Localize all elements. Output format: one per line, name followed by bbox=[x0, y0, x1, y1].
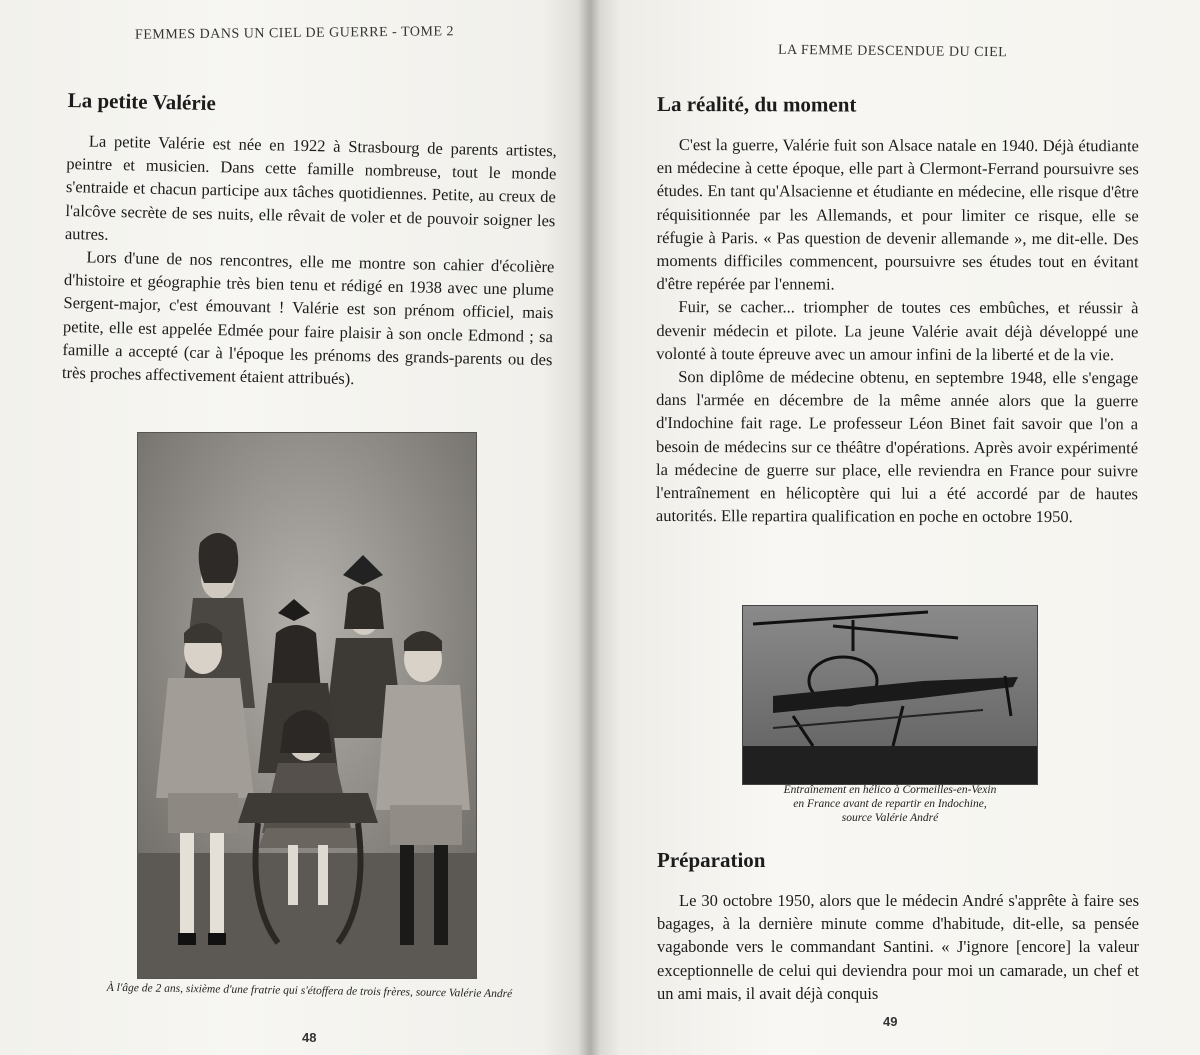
left-page bbox=[0, 0, 590, 1055]
section-heading-realite: La réalité, du moment bbox=[656, 92, 857, 117]
helicopter-photo-illustration bbox=[743, 606, 1037, 784]
section-preparation bbox=[657, 848, 1139, 1005]
family-photo bbox=[137, 432, 477, 979]
book-gutter bbox=[578, 0, 600, 1055]
helicopter-photo bbox=[742, 605, 1038, 785]
caption-line: Entraînement en hélico à Cormeilles-en-Vexin bbox=[783, 784, 997, 796]
paragraph: C'est la guerre, Valérie fuit son Alsace natale en 1940. Déjà étudiante en médecine à cette époque, elle part à Clermont-Ferrand poursuivre ses études. En tant qu'Alsacienne et étudiante en médecine, elle risque d'être réquisitionnée par les Allemands, et pour limiter ce risque, elle se réfugie à Paris. « Pas question de devenir allemande », me dit-elle. Des moments difficiles commencent, poursuivre ses études tout en évitant d'être repérée par l'ennemi. bbox=[656, 135, 1139, 294]
right-page bbox=[590, 0, 1200, 1055]
paragraph: Fuir, se cacher... triompher de toutes ces embûches, et réussir à devenir médecin et pilote. La jeune Valérie avait déjà développé une volonté à toute épreuve avec un amour infini de la liberté et de la vie. bbox=[656, 297, 1139, 365]
right-content bbox=[656, 92, 1139, 529]
running-head-left: FEMMES DANS UN CIEL DE GUERRE - TOME 2 bbox=[134, 24, 455, 43]
paragraph: Lors d'une de nos rencontres, elle me montre son cahier d'écolière d'histoire et géographie très bien tenu et rédigé en 1938 avec une plume Sergent-major, c'est émouvant ! Valérie est son prénom officiel, mais petite, elle est appelée Edmée pour faire plaisir à son oncle Edmond ; sa famille a accepté (car à l'époque les prénoms des grands-parents ou des très proches affectivement étaient attribués). bbox=[61, 247, 555, 389]
section-heading-preparation: Préparation bbox=[657, 848, 766, 872]
section-heading-petite-valerie: La petite Valérie bbox=[67, 88, 217, 116]
running-head-right: LA FEMME DESCENDUE DU CIEL bbox=[777, 42, 1008, 61]
caption-line: source Valérie André bbox=[841, 812, 939, 824]
paragraph: Son diplôme de médecine obtenu, en septembre 1948, elle s'engage dans l'armée en décembre de la même année alors que la guerre d'Indochine fait rage. Le professeur Léon Binet fait savoir que l'on a besoin de médecins sur ce théâtre d'opérations. Après avoir expérimenté la médecine de guerre sur place, elle reviendra en France pour suivre l'entraînement en hélicoptère qui lui a été accordé par de hautes autorités. Elle repartira qualification en poche en octobre 1950. bbox=[655, 367, 1139, 527]
family-photo-caption: À l'âge de 2 ans, sixième d'une fratrie qui s'étoffera de trois frères, source Valérie André bbox=[106, 981, 513, 1001]
helicopter-photo-caption bbox=[740, 783, 1040, 825]
page-number-right: 49 bbox=[883, 1014, 898, 1029]
caption-line: en France avant de repartir en Indochine, bbox=[793, 798, 987, 810]
paragraph: La petite Valérie est née en 1922 à Strasbourg de parents artistes, peintre et musicien. Dans cette famille nombreuse, tout le monde s'entraide et chacun participe aux tâches quotidiennes. Petite, au creux de l'alcôve secrète de ses nuits, elle rêvait de voler et de pouvoir soigner les autres. bbox=[64, 131, 557, 244]
page-number-left: 48 bbox=[302, 1030, 317, 1045]
paragraph: Le 30 octobre 1950, alors que le médecin André s'apprête à faire ses bagages, à la dernière minute comme d'habitude, dit-elle, sa pensée vagabonde vers le commandant Santini. « J'ignore [encore] la valeur exceptionnelle de celui qui deviendra pour moi un camarade, un chef et un ami mais, il avait déjà conquis bbox=[657, 891, 1139, 1003]
left-content bbox=[62, 88, 558, 394]
family-photo-illustration bbox=[138, 433, 476, 978]
